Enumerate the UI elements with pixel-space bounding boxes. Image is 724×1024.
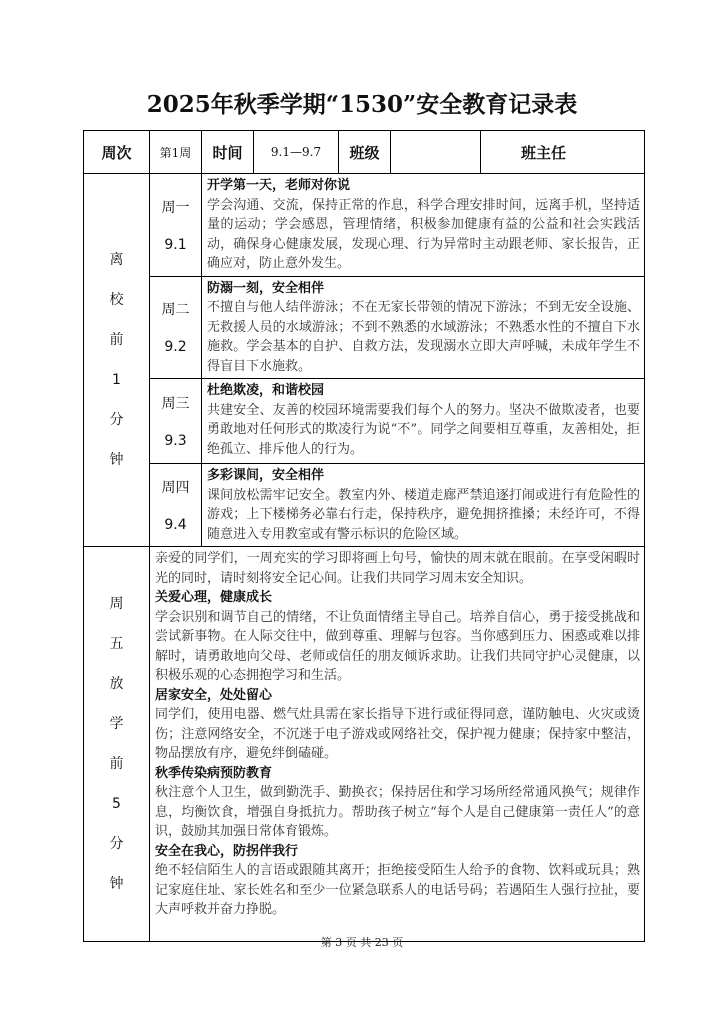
topic-heading: 秋季传染病预防教育 (155, 765, 273, 781)
section2-label: 周 五 放 学 前 5 分 钟 (84, 547, 150, 942)
topic-text: 秋注意个人卫生，做到勤洗手、勤换衣；保持居住和学习场所经常通风换气；规律作息，均衡饮食，增强自身抵抗力。帮助孩子树立“每个人是自己健康第一责任人”的意识，鼓励其加强日常体育锻炼。 (155, 785, 641, 839)
day-heading: 多彩课间，安全相伴 (207, 468, 325, 483)
page-footer: 第 3 页 共 23 页 (320, 936, 404, 949)
safety-record-table (83, 130, 645, 942)
day-heading: 杜绝欺凌，和谐校园 (207, 383, 325, 398)
topic-text: 学会识别和调节自己的情绪，不让负面情绪主导自己。培养自信心，勇于接受挑战和尝试新事物。在人际交往中，做到尊重、理解与包容。当你感到压力、困惑或难以排解时，请勇敢地向父母、老师或信任的朋友倾诉求助。让我们共同守护心灵健康，以积极乐观的心态拥抱学习和生活。 (155, 609, 641, 683)
day-cell: 周四 9.4 (150, 464, 202, 547)
day-content (202, 379, 645, 464)
class-value (391, 131, 481, 174)
day-text: 学会沟通、交流，保持正常的作息，科学合理安排时间，远离手机，坚持适量的运动；学会感恩，管理情绪，积极参加健康有益的公益和社会实践活动，确保身心健康发展，发现心理、行为异常时主动跟老师、家长报告，正确应对，防止意外发生。 (207, 197, 641, 271)
time-value: 9.1—9.7 (254, 131, 339, 174)
day-heading: 防溺一刻，安全相伴 (207, 280, 325, 296)
day-text: 不擅自与他人结伴游泳；不在无家长带领的情况下游泳；不到无安全设施、无救援人员的水域游泳；不到不熟悉的水域游泳；不熟悉水性的不擅自下水施救。学会基本的自护、自救方法，发现溺水立即大声呼喊，未成年学生不得盲目下水施救。 (207, 300, 641, 374)
header-row (84, 131, 645, 174)
day-row (84, 174, 645, 277)
document-title: 2025年秋季学期“1530”安全教育记录表 (146, 91, 578, 118)
section1-label: 离 校 前 1 分 钟 (84, 174, 150, 547)
day-cell: 周二 9.2 (150, 276, 202, 379)
day-cell: 周三 9.3 (150, 379, 202, 464)
week-label: 周次 (84, 131, 150, 174)
day-content (202, 464, 645, 547)
topic-text: 绝不轻信陌生人的言语或跟随其离开；拒绝接受陌生人给予的食物、饮料或玩具；熟记家庭住址、家长姓名和至少一位紧急联系人的电话号码；若遇陌生人强行拉扯，要大声呼救并奋力挣脱。 (155, 863, 641, 917)
class-label: 班级 (339, 131, 391, 174)
day-content (202, 174, 645, 277)
topic-heading: 居家安全，处处留心 (155, 687, 273, 703)
section2-content (150, 547, 645, 942)
day-text: 课间放松需牢记安全。教室内外、楼道走廊严禁追逐打闹或进行有危险性的游戏；上下楼梯务必靠右行走，保持秩序，避免拥挤推搡；未经许可，不得随意进入专用教室或有警示标识的危险区域。 (207, 487, 641, 542)
day-row (84, 276, 645, 379)
day-content (202, 276, 645, 379)
section2-row (84, 547, 645, 942)
day-cell: 周一 9.1 (150, 174, 202, 277)
section2-intro: 亲爱的同学们，一周充实的学习即将画上句号，愉快的周末就在眼前。在享受闲暇时光的同时，请时刻将安全记心间。让我们共同学习周末安全知识。 (155, 551, 641, 586)
day-row (84, 464, 645, 547)
day-row (84, 379, 645, 464)
day-heading: 开学第一天，老师对你说 (207, 178, 351, 193)
time-label: 时间 (202, 131, 254, 174)
teacher-label: 班主任 (481, 131, 645, 174)
week-value: 第1周 (150, 131, 202, 174)
day-text: 共建安全、友善的校园环境需要我们每个人的努力。坚决不做欺凌者，也要勇敢地对任何形式的欺凌行为说“不”。同学之间要相互尊重，友善相处，拒绝孤立、排斥他人的行为。 (207, 402, 641, 457)
topic-heading: 关爱心理，健康成长 (155, 590, 273, 605)
topic-heading: 安全在我心，防拐伴我行 (155, 843, 299, 859)
topic-text: 同学们，使用电器、燃气灶具需在家长指导下进行或征得同意，谨防触电、火灾或烫伤；注意网络安全，不沉迷于电子游戏或网络社交，保护视力健康；保持家中整洁，物品摆放有序，避免绊倒磕碰。 (155, 707, 641, 761)
